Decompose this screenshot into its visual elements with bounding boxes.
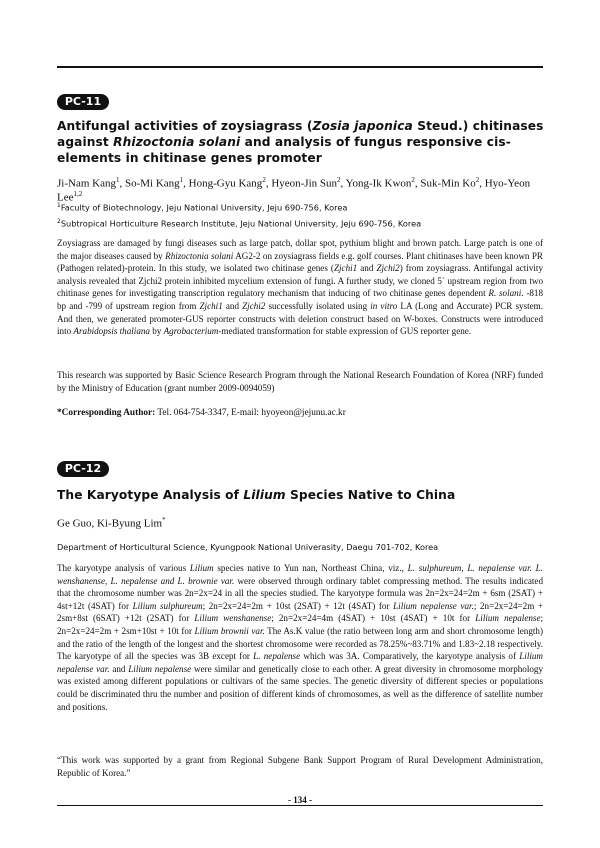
- affiliation-mark: 2: [57, 217, 61, 225]
- text-run: ; 2n=2x=24=2m + 2sm+8st (6SAT) +12t (2SAT) for: [57, 600, 544, 624]
- author-affiliation-mark: 2: [411, 176, 415, 184]
- text-run: LA (Long and Accurate) PCR system. And then, we generated promoter-GUS reporter constructs with deletion construct based on W-boxes. Constructs were introduced into: [57, 300, 543, 337]
- author-affiliation-mark: 2: [262, 176, 266, 184]
- affiliation-text: Faculty of Biotechnology, Jeju National University, Jeju 690-756, Korea: [60, 202, 348, 213]
- italic-term: Lilium nepalense var.: [57, 651, 543, 674]
- corresponding-contact: Tel. 064-754-3347, E-mail: hyoyeon@jejunu.ac.kr: [155, 408, 346, 418]
- corresponding-label: *Corresponding Author:: [57, 408, 156, 418]
- text-run: were observed through ordinary tablet compressing method. The results indicated that the chromosome number was 2n=2x=24 in all the species studied. The karyotype formula was 2n=2x=24=2m + 6sm (2SAT) + 4st+12t (4SAT) for: [57, 575, 543, 611]
- page-number: - 134 -: [288, 795, 312, 805]
- text-run: by: [149, 326, 164, 337]
- author-affiliation-mark: *: [162, 516, 166, 524]
- author-name: Ki-Byung Lim: [97, 517, 163, 530]
- italic-term: Lilium nepalense var.: [393, 600, 474, 611]
- affiliation: [57, 215, 547, 231]
- text-run: and: [222, 300, 243, 311]
- italic-term: Lilium brownii var.: [194, 625, 265, 636]
- section-badge: PC-11: [57, 94, 109, 110]
- author-affiliation-mark: 1,2: [73, 189, 83, 198]
- author-name: So-Mi Kang: [124, 177, 180, 190]
- affiliation-list: [57, 199, 547, 230]
- text-run: ) from zoysiagrass. Antifungal activity analysis revealed that Zjchi2 protein inhibited mycelium extension of fungi. A further study, we cloned 5` upstream region from two chitinase genes for investigating transcription regulatory mechanism that inducing of two chitinase genes dependent: [57, 263, 543, 299]
- funding-note: “This work was supported by a grant from Regional Subgene Bank Support Program of Rural Development Administration, Republic of Korea.”: [57, 755, 543, 778]
- text-run: ; 2n=2x=24=4m (4SAT) + 10st (4SAT) + 10t for: [271, 613, 476, 624]
- italic-term: Agrobacterium: [163, 326, 219, 337]
- author-name: Hyeon-Jin Sun: [271, 177, 338, 190]
- text-run: Antifungal activities of zoysiagrass (: [57, 119, 313, 133]
- corresponding-author: [57, 408, 543, 418]
- affiliation-text: Subtropical Horticulture Research Institute, Jeju National University, Jeju 690-756, Korea: [60, 218, 422, 229]
- author-affiliation-mark: 1: [115, 176, 120, 184]
- author-name: Hong-Gyu Kang: [188, 177, 263, 190]
- abstract-title: [57, 487, 547, 503]
- author-name: Hyo-Yeon Lee: [57, 177, 531, 204]
- text-run: AG2-2 on zoysiagrass fields e.g. golf courses. Plant chitinases have been known PR (Pathogen related)-protein. In this study, we isolated two chitinase genes (: [57, 250, 543, 274]
- text-run: successfully isolated using: [265, 300, 371, 311]
- italic-term: Lilium: [189, 563, 214, 573]
- text-run: Species Native to China: [285, 488, 456, 502]
- author-list: Ji-Nam Kang$^1$, So-Mi Kang$^1$, Hong-Gyu Kang$^2$, Hyeon-Jin Sun$^2$, Yong-Ik Kwon$^2$, Suk-Min Ko$^2$, Hyo-Yeon Lee$^{1,2}$: [57, 176, 531, 204]
- italic-term: Zjchi1: [199, 300, 223, 311]
- author-affiliation-mark: 1: [179, 176, 184, 184]
- text-run: and: [357, 263, 377, 274]
- affiliation-mark: 1: [57, 202, 61, 209]
- abstract-body: [57, 237, 543, 338]
- abstract-body: [57, 562, 543, 713]
- text-run: Steud.) chitinases against: [57, 119, 544, 149]
- italic-term: Lilium: [243, 488, 286, 502]
- author-name: Ji-Nam Kang: [57, 177, 116, 190]
- text-run: which was 3A. Comparatively, the karyotype analysis of: [300, 651, 520, 662]
- italic-term: Lilium sulphureum: [132, 600, 203, 611]
- italic-term: Lilium wenshanense: [194, 613, 272, 624]
- affiliation-list: [57, 541, 547, 554]
- text-run: species native to Yun nan, Northeast China, viz.,: [213, 563, 408, 573]
- italic-term: Zosia japonica: [312, 119, 413, 133]
- italic-term: Arabidopsis thaliana: [73, 326, 150, 337]
- author-list: Ge Guo, Ki-Byung Lim*: [57, 516, 166, 530]
- abstract-title: [57, 118, 547, 166]
- italic-term: R. solani: [488, 288, 522, 299]
- text-run: and: [109, 663, 129, 674]
- author-affiliation-mark: 2: [475, 176, 480, 184]
- affiliation-text: Department of Horticultural Science, Kyungpook National Univerasity, Daegu 701-702, Korea: [57, 542, 439, 552]
- italic-term: Zjchi1: [333, 263, 358, 274]
- text-run: were similar and genetically close to each other. A great diversity in chromosome morphology was existed among different populations or cultivars of the same species. The genetic diversity of different species or populations could be discriminated thru the number and position of different kinds of chromosomes, as well as the difference of satellite number and positions.: [57, 663, 543, 712]
- text-run: . -818 bp and -799 of upstream region from: [57, 288, 543, 311]
- italic-term: L. sulphureum, L. nepalense var. L. wenshanense, L. nepalense and L. brownie var.: [57, 563, 543, 586]
- text-run: -mediated transformation for stable expression of GUS reporter gene.: [218, 326, 472, 337]
- affiliation: [57, 199, 547, 215]
- italic-term: in vitro: [370, 300, 398, 311]
- italic-term: Lilium nepalense: [475, 613, 541, 624]
- author-name: Ge Guo: [57, 517, 92, 530]
- text-run: Zoysiagrass are damaged by fungi diseases such as large patch, dollar spot, pythium blight and brown patch. Large patch is one of the major diseases caused by: [57, 238, 543, 261]
- italic-term: Lilium nepalense: [128, 663, 192, 674]
- author-name: Suk-Min Ko: [420, 177, 476, 190]
- section-badge: PC-12: [57, 461, 109, 477]
- italic-term: L. nepalense: [253, 651, 301, 662]
- italic-term: Zjchi2: [376, 263, 400, 274]
- italic-term: Zjchi2: [242, 300, 266, 311]
- text-run: The As.K value (the ratio between long arm and short chromosome length) and the ratio of the length of the longest and the shortest chromosome were recorded as 78.25%~83.71% and 1.83~2.18 respectively. The karyotype of all the species was 3B except for: [57, 625, 543, 662]
- italic-term: Rhizoctonia solani: [165, 250, 234, 261]
- funding-note: This research was supported by Basic Science Research Program through the National Research Foundation of Korea (NRF) funded by the Ministry of Education (grant number 2009-0094059): [57, 370, 543, 393]
- text-run: ; 2n=2x=24=2m + 2sm+10st + 10t for: [57, 613, 544, 636]
- affiliation: [57, 541, 547, 554]
- text-run: ; 2n=2x=24=2m + 10st (2SAT) + 12t (4SAT) for: [202, 600, 394, 611]
- text-run: and analysis of fungus responsive cis-elements in chitinase genes promoter: [57, 135, 511, 165]
- author-affiliation-mark: 2: [337, 176, 341, 184]
- author-name: Yong-Ik Kwon: [345, 177, 412, 190]
- bottom-rule: [57, 805, 543, 806]
- text-run: The karyotype analysis of various: [57, 563, 190, 573]
- text-run: The Karyotype Analysis of: [57, 488, 244, 502]
- top-rule: [57, 66, 543, 68]
- italic-term: Rhizoctonia solani: [113, 135, 241, 149]
